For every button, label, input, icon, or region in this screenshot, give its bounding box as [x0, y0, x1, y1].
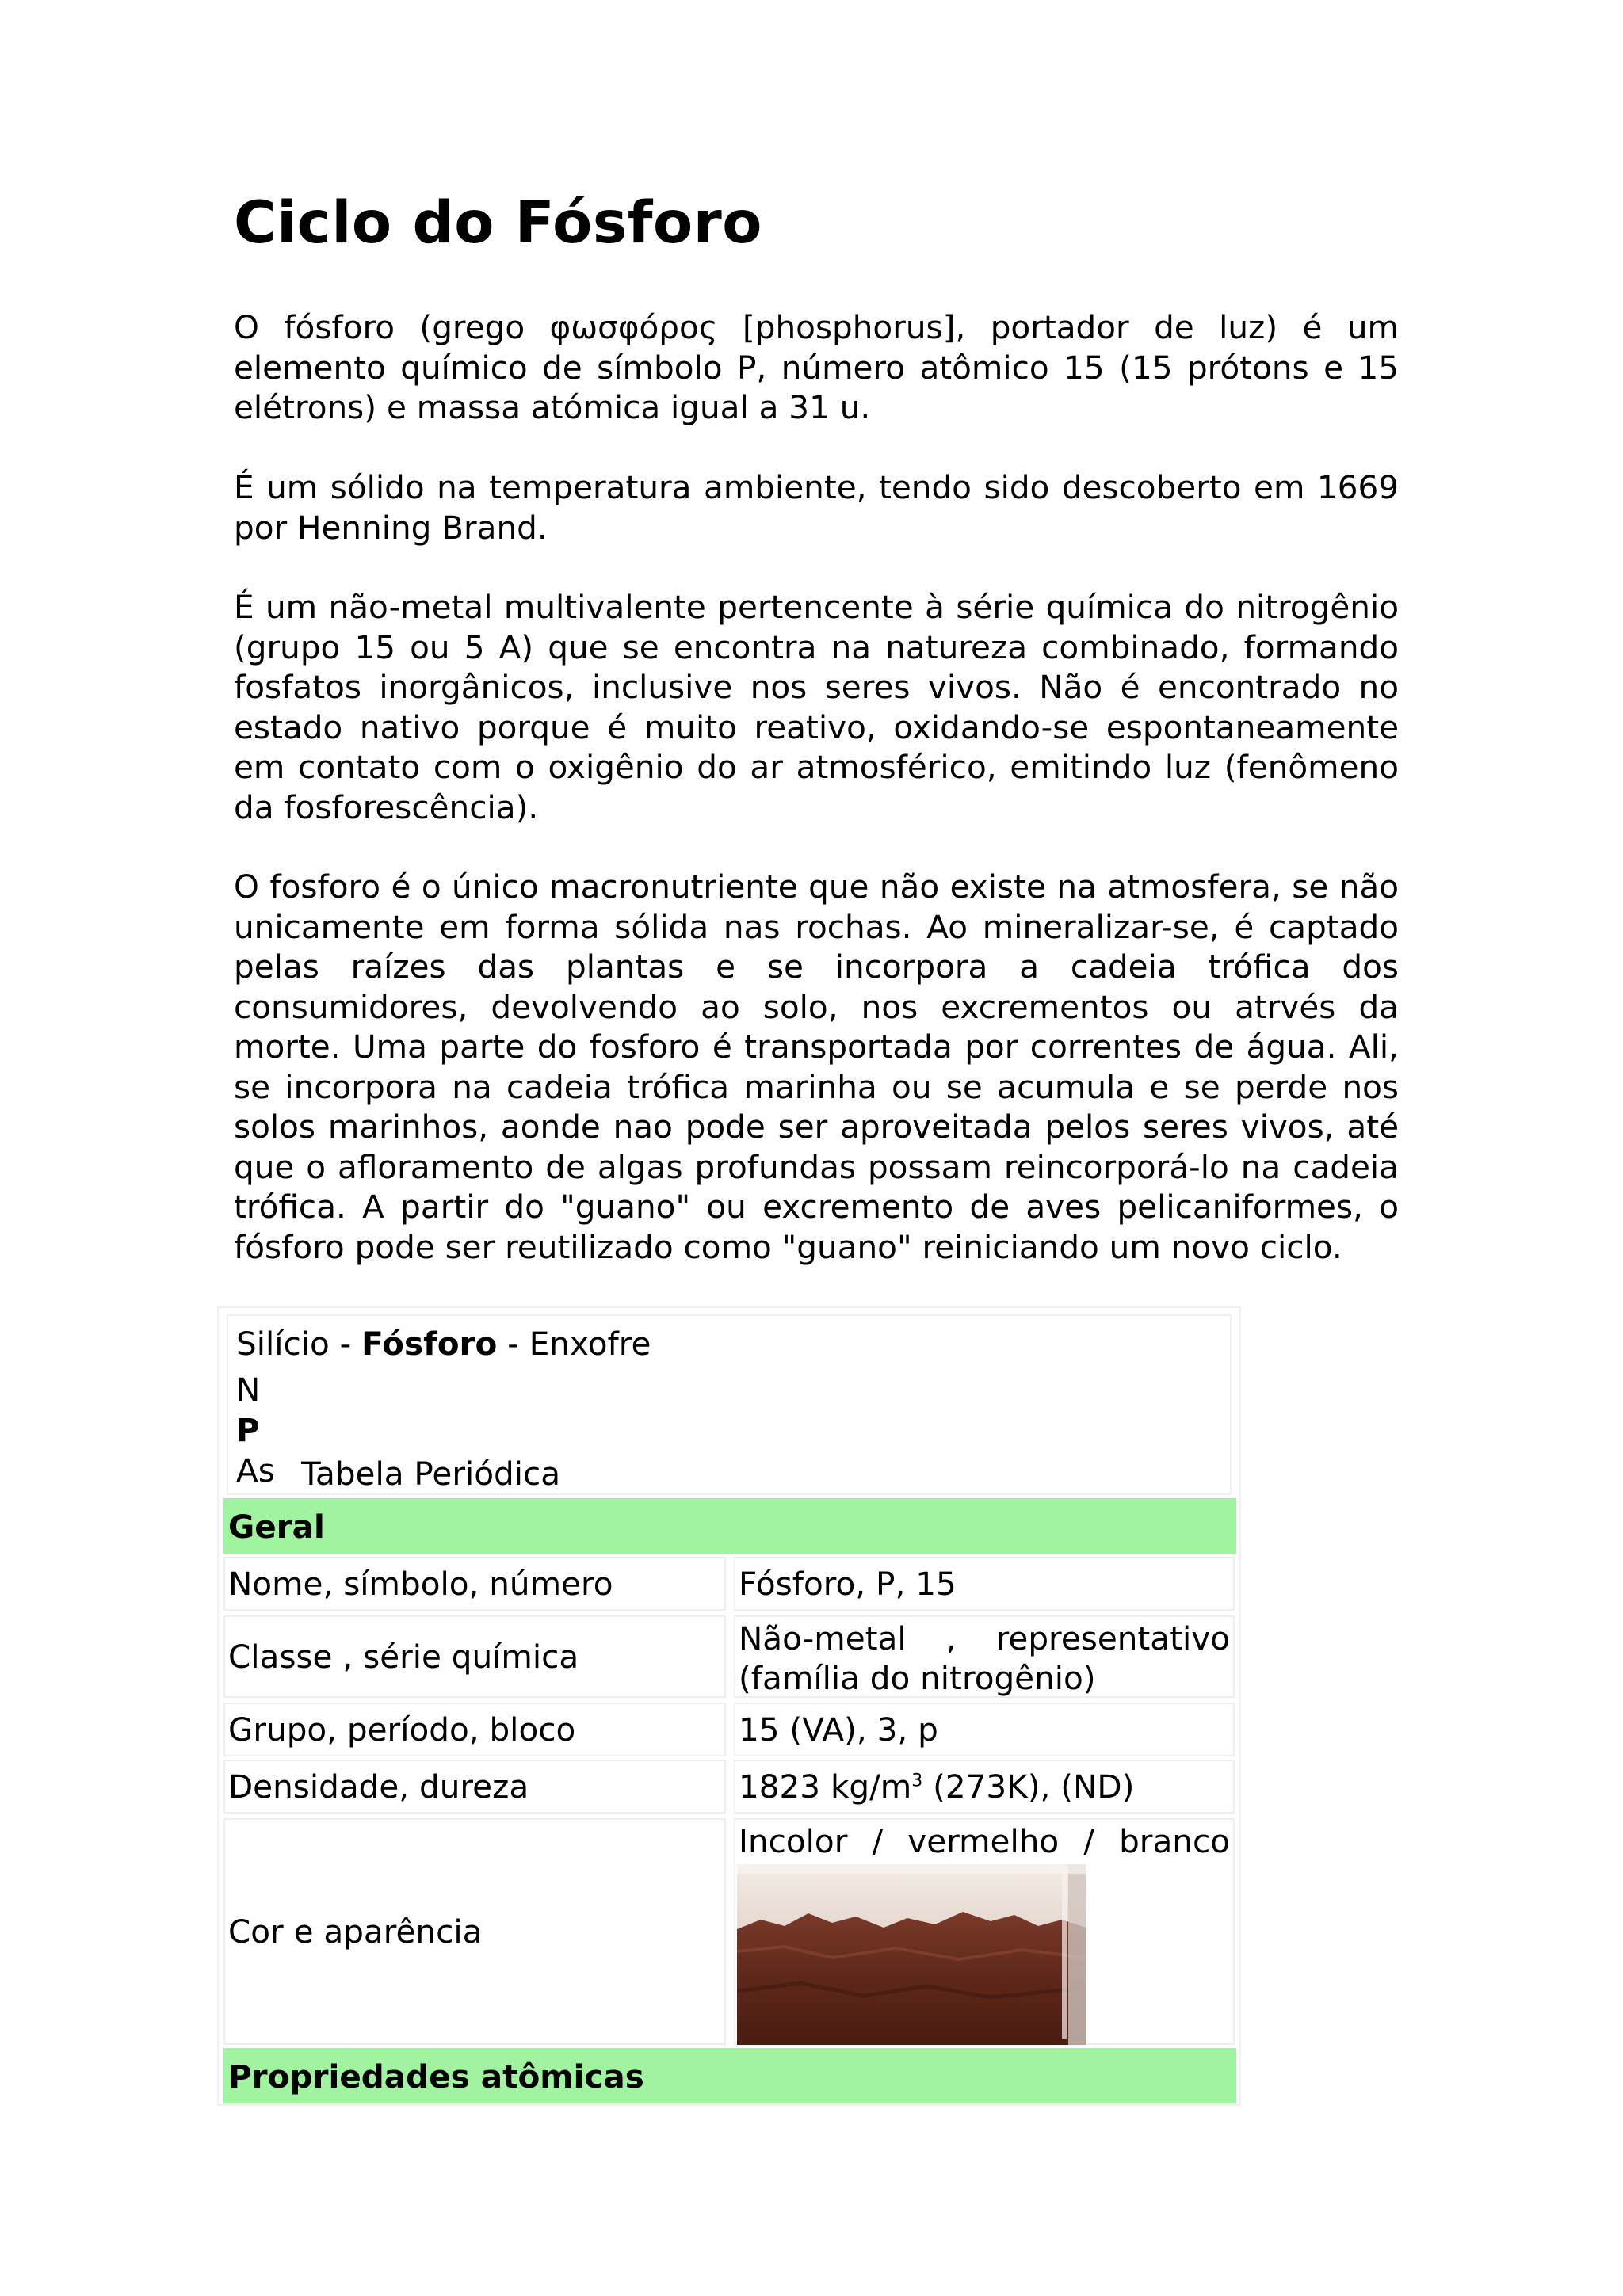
row-value-color: [734, 1818, 1235, 2045]
row-label-density: [223, 1760, 726, 1814]
row-value-text: 15 (VA), 3, p: [739, 1711, 938, 1749]
row-label-group: [223, 1703, 726, 1756]
paragraph-discovery: É um sólido na temperatura ambiente, tendo sido descoberto em 1669 por Henning Brand.: [234, 468, 1399, 547]
periodic-table-link[interactable]: Tabela Periódica: [301, 1455, 561, 1493]
element-nav-row: [236, 1324, 651, 1363]
section-header-atomic: Propriedades atômicas: [223, 2048, 1236, 2103]
prev-element-link[interactable]: Silício: [236, 1325, 330, 1363]
element-symbol: P: [236, 1411, 260, 1449]
row-value-class: [734, 1615, 1235, 1698]
element-above-link[interactable]: N: [236, 1371, 261, 1409]
row-value-text: Incolor / vermelho / branco: [739, 1822, 1230, 1860]
row-label-text: Nome, símbolo, número: [228, 1565, 613, 1603]
nav-separator: -: [329, 1325, 362, 1363]
row-label-text: Grupo, período, bloco: [228, 1711, 576, 1749]
row-value-text: Não-metal , representativo (família do nitrogênio): [739, 1619, 1230, 1697]
element-infobox: [217, 1306, 1241, 2106]
page-title: Ciclo do Fósforo: [234, 189, 762, 257]
row-label-text: Classe , série química: [228, 1638, 579, 1676]
row-value-text: Fósforo, P, 15: [739, 1565, 957, 1603]
paragraph-intro: O fósforo (grego φωσφόρος [phosphorus], portador de luz) é um elemento químico de símbolo P, número atômico 15 (15 prótons e 15 elétrons) e massa atómica igual a 31 u.: [234, 308, 1399, 426]
density-rest: (273K), (ND): [922, 1768, 1135, 1806]
row-label-class: [223, 1615, 726, 1698]
nav-separator: -: [497, 1325, 529, 1363]
density-value: 1823 kg/m: [739, 1768, 912, 1806]
row-label-name: [223, 1557, 726, 1611]
element-below-link[interactable]: As: [236, 1451, 275, 1489]
phosphorus-sample-image: [737, 1864, 1086, 2045]
section-header-general: Geral: [223, 1498, 1236, 1554]
row-value-density: [734, 1760, 1235, 1814]
row-label-text: Cor e aparência: [228, 1913, 483, 1951]
row-label-color: [223, 1818, 726, 2045]
current-element: Fósforo: [361, 1325, 498, 1363]
density-exponent: 3: [911, 1771, 923, 1791]
paragraph-cycle: O fosforo é o único macronutriente que não existe na atmosfera, se não unicamente em forma sólida nas rochas. Ao mineralizar-se, é captado pelas raízes das plantas e se incorpora a cadeia trófica dos consumidores, devolvendo ao solo, nos excrementos ou atrvés da morte. Uma parte do fosforo é transportada por correntes de água. Ali, se incorpora na cadeia trófica marinha ou se acumula e se perde nos solos marinhos, aonde nao pode ser aproveitada pelos seres vivos, até que o afloramento de algas profundas possam reincorporá-lo na cadeia trófica. A partir do "guano" ou excremento de aves pelicaniformes, o fósforo pode ser reutilizado como "guano" reiniciando um novo ciclo.: [234, 868, 1399, 1266]
row-value-group: [734, 1703, 1235, 1756]
row-value-name: [734, 1557, 1235, 1611]
next-element-link[interactable]: Enxofre: [529, 1325, 651, 1363]
row-value-text: [739, 1767, 1134, 1806]
periodic-nav: [227, 1314, 1232, 1495]
paragraph-properties: É um não-metal multivalente pertencente à série química do nitrogênio (grupo 15 ou 5 A) que se encontra na natureza combinado, formando fosfatos inorgânicos, inclusive nos seres vivos. Não é encontrado no estado nativo porque é muito reativo, oxidando-se espontaneamente em contato com o oxigênio do ar atmosférico, emitindo luz (fenômeno da fosforescência).: [234, 588, 1399, 826]
row-label-text: Densidade, dureza: [228, 1768, 529, 1806]
